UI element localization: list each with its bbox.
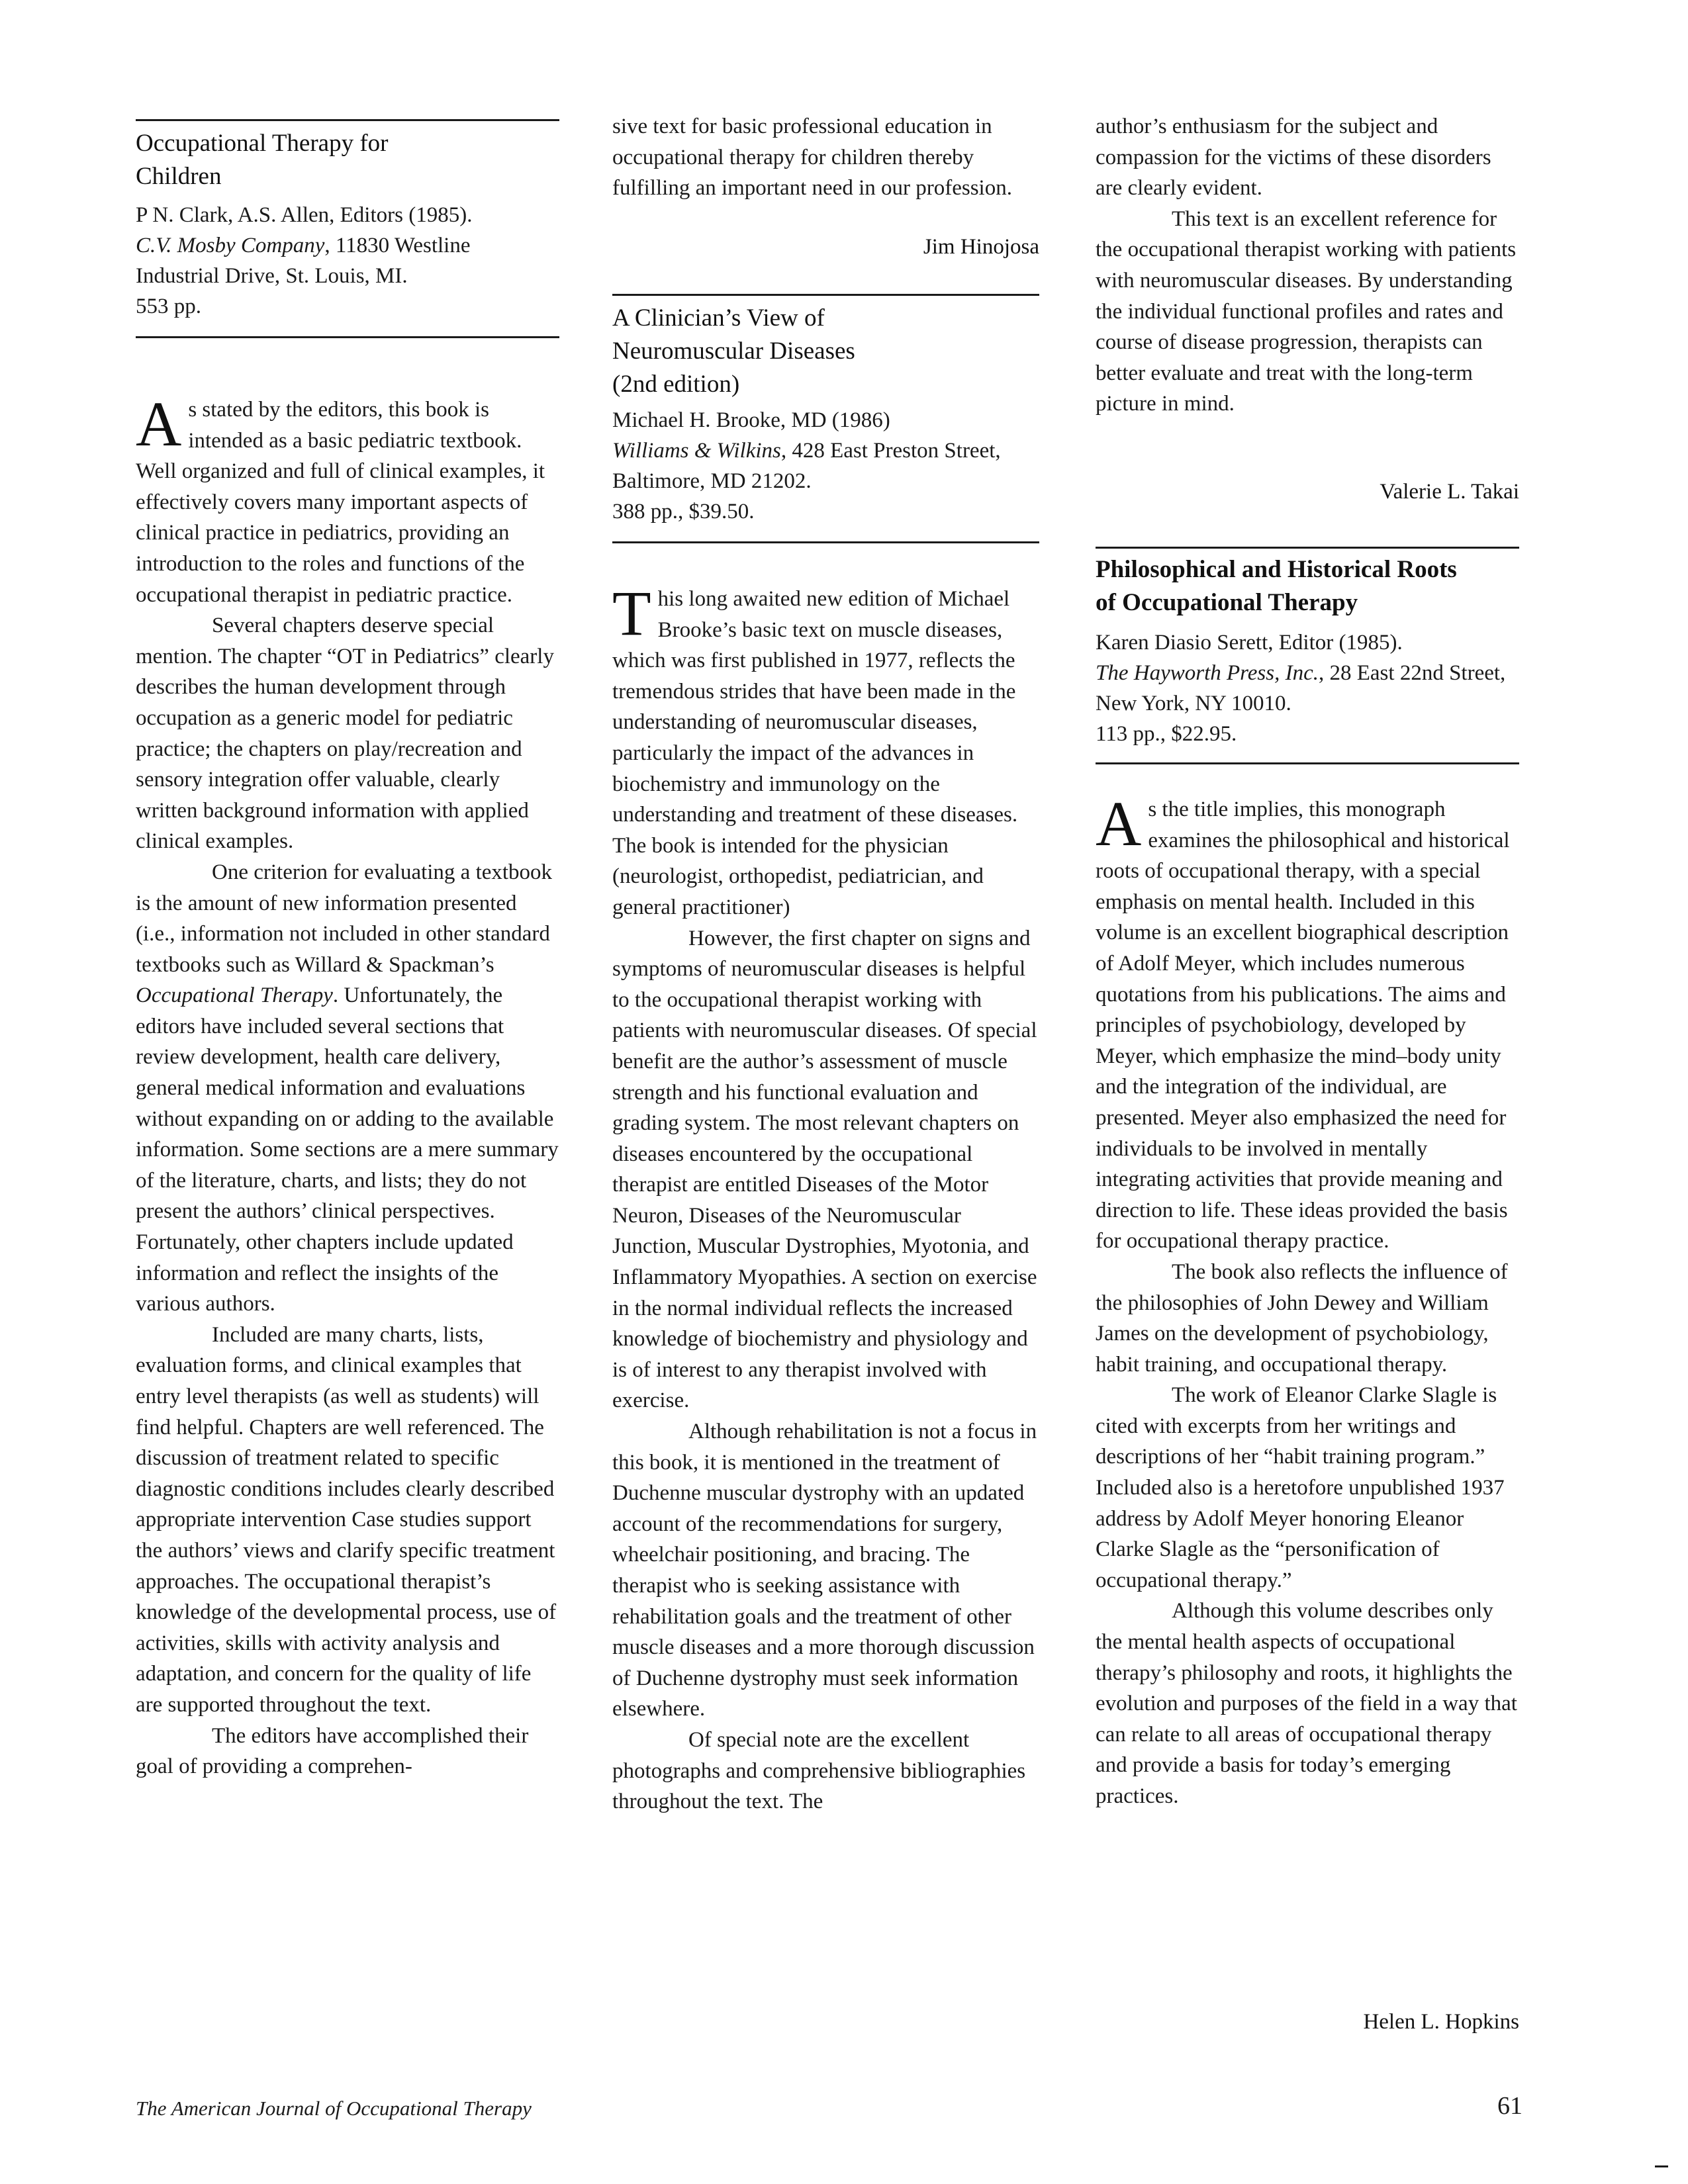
title-line: Philosophical and Historical Roots <box>1096 556 1457 583</box>
reviewer-signature: Helen L. Hopkins <box>1363 2010 1519 2034</box>
paragraph-text: his long awaited new edition of Michael Brooke’s basic text on muscle diseases, which was first published in 1977, reflects the tremendous strides that have been made in the understanding of neuromuscular diseases, particularly the impact of the advances in biochemistry and immunology on the understanding and treatment of these diseases. The book is intended for the physician (neurologist, orthopedist, pediatrician, and general practitioner) <box>612 587 1018 919</box>
drop-cap: A <box>136 388 182 459</box>
citation-publisher: Williams & Wilkins <box>612 439 781 463</box>
citation-authors: P N. Clark, A.S. Allen, Editors (1985). <box>136 203 473 227</box>
paragraph <box>136 857 559 1320</box>
edge-mark <box>1655 2165 1668 2167</box>
paragraph: The editors have accomplished their goal of providing a comprehen- <box>136 1723 529 1779</box>
book-reference: Occupational Therapy <box>136 983 333 1008</box>
paragraph-text: s stated by the editors, this book is intended as a basic pediatric textbook. Well organized and full of clinical examples, it effectively covers many important aspects of clinical practice in pediatrics, providing an introduction to the roles and functions of the occupational therapist in pediatric practice. <box>136 398 545 607</box>
paragraph-text: . Unfortunately, the editors have included several sections that review development, health care delivery, general medical information and evaluations without expanding on or adding to the available information. Some sections are a mere summary of the literature, charts, and lists; they do not present the authors’ clinical perspectives. Fortunately, other chapters include updated information and reflect the insights of the various authors. <box>136 983 559 1316</box>
page-number: 61 <box>1497 2092 1523 2120</box>
citation-publisher: C.V. Mosby Company <box>136 234 325 257</box>
paragraph: Of special note are the excellent photographs and comprehensive bibliographies throughout the text. The <box>612 1727 1026 1814</box>
review-3-citation <box>1096 627 1519 749</box>
review-2-citation <box>612 405 1039 527</box>
citation-authors: Karen Diasio Serett, Editor (1985). <box>1096 631 1403 655</box>
citation-rule <box>136 336 559 338</box>
paragraph-text: One criterion for evaluating a textbook is the amount of new information presented (i.e., information not included in other standard textbooks such as Willard & Spackman’s <box>136 860 553 977</box>
paragraph <box>612 578 1039 923</box>
paragraph: This text is an excellent reference for the occupational therapist working with patients with neuromuscular diseases. By understanding the individual functional profiles and rates and course of disease progression, therapists can better evaluate and treat with the long-term picture in mind. <box>1096 206 1517 416</box>
paragraph <box>1096 788 1519 1257</box>
paragraph: Included are many charts, lists, evaluation forms, and clinical examples that entry level therapists (as well as students) will find helpful. Chapters are well referenced. The discussion of treatment related to specific diagnostic conditions includes clearly described appropriate intervention Case studies support the authors’ views and clarify specific treatment approaches. The occupational therapist’s knowledge of the developmental process, use of activities, skills with activity analysis and adaptation, and concern for the quality of life are supported throughout the text. <box>136 1322 557 1717</box>
review-2-body <box>612 578 1039 1817</box>
section-rule <box>612 294 1039 296</box>
paragraph: Although this volume describes only the mental health aspects of occupational therapy’s philosophy and roots, it highlights the evolution and purposes of the field in a way that can relate to all areas of occupational therapy and provide a basis for today’s emerging practices. <box>1096 1599 1517 1808</box>
citation-rule <box>1096 762 1519 764</box>
paragraph: The book also reflects the influence of the philosophies of John Dewey and William James on the development of psychobiology, habit training, and occupational therapy. <box>1096 1259 1508 1377</box>
citation-pages: 553 pp. <box>136 295 201 318</box>
reviewer-signature: Jim Hinojosa <box>923 235 1039 259</box>
title-line: of Occupational Therapy <box>1096 589 1358 616</box>
review-2-title <box>612 302 855 401</box>
citation-pages: 113 pp., $22.95. <box>1096 722 1237 746</box>
review-2-body-continued <box>1096 111 1519 420</box>
section-rule <box>136 119 559 121</box>
title-line: (2nd edition) <box>612 371 740 398</box>
citation-rule <box>612 541 1039 543</box>
citation-address: , 28 East 22nd Street, New York, NY 10010. <box>1096 661 1506 715</box>
paragraph: The work of Eleanor Clarke Slagle is cited with excerpts from her writings and descriptions of her “habit training program.” Included also is a heretofore unpublished 1937 address by Adolf Meyer honoring Eleanor Clarke Slagle as the “personification of occupational therapy.” <box>1096 1383 1505 1592</box>
paragraph-text: s the title implies, this monograph examines the philosophical and historical roots of occupational therapy, with a special emphasis on mental health. Included in this volume is an excellent biographical description of Adolf Meyer, which includes numerous quotations from his publications. The aims and principles of psychobiology, developed by Meyer, which emphasize the mind–body unity and the integration of the individual, are presented. Meyer also emphasized the need for individuals to be involved in mentally integrating activities that provide meaning and direction to life. These ideas provided the basis for occupational therapy practice. <box>1096 797 1510 1253</box>
paragraph <box>136 388 559 610</box>
review-3-title <box>1096 553 1532 619</box>
review-1-body <box>136 388 559 1782</box>
citation-authors: Michael H. Brooke, MD (1986) <box>612 408 890 432</box>
citation-address: , 428 East Preston Street, Baltimore, MD 21202. <box>612 439 1001 493</box>
review-1-citation <box>136 200 559 322</box>
title-line: Neuromuscular Diseases <box>612 338 855 365</box>
paragraph: However, the first chapter on signs and symptoms of neuromuscular diseases is helpful to the occupational therapist working with patients with neuromuscular diseases. Of special benefit are the author’s assessment of muscle strength and his functional evaluation and grading system. The most relevant chapters on diseases encountered by the occupational therapist are entitled Diseases of the Motor Neuron, Diseases of the Neuromuscular Junction, Muscular Dystrophies, Myotonia, and Inflammatory Myopathies. A section on exercise in the normal individual reflects the increased knowledge of biochemistry and physiology and is of interest to any therapist involved with exercise. <box>612 926 1037 1413</box>
citation-publisher: The Hayworth Press, Inc. <box>1096 661 1319 685</box>
citation-pages: 388 pp., $39.50. <box>612 500 755 523</box>
title-line: A Clinician’s View of <box>612 304 825 332</box>
citation-address: , 11830 Westline Industrial Drive, St. Louis, MI. <box>136 234 471 288</box>
paragraph: Several chapters deserve special mention. The chapter “OT in Pediatrics” clearly describes the human development through occupation as a generic model for pediatric practice; the chapters on play/recreation and sensory integration offer valuable, clearly written background information with applied clinical examples. <box>136 614 554 854</box>
review-1-body-continued <box>612 111 1039 204</box>
paragraph: Although rehabilitation is not a focus in this book, it is mentioned in the treatment of Duchenne muscular dystrophy with an updated account of the recommendations for surgery, wheelchair positioning, and bracing. The therapist who is seeking assistance with rehabilitation goals and the treatment of other muscle diseases and a more thorough discussion of Duchenne dystrophy must seek information elsewhere. <box>612 1420 1037 1721</box>
reviewer-signature: Valerie L. Takai <box>1380 480 1519 504</box>
section-rule <box>1096 547 1519 549</box>
drop-cap: A <box>1096 788 1142 859</box>
journal-footer: The American Journal of Occupational Therapy <box>136 2097 532 2120</box>
paragraph: sive text for basic professional education in occupational therapy for children thereby fulfilling an important need in our profession. <box>612 114 1012 201</box>
review-1-title: Occupational Therapy for Children <box>136 130 389 190</box>
paragraph: author’s enthusiasm for the subject and compassion for the victims of these disorders are clearly evident. <box>1096 114 1491 201</box>
drop-cap: T <box>612 578 651 649</box>
review-3-body <box>1096 788 1519 1812</box>
